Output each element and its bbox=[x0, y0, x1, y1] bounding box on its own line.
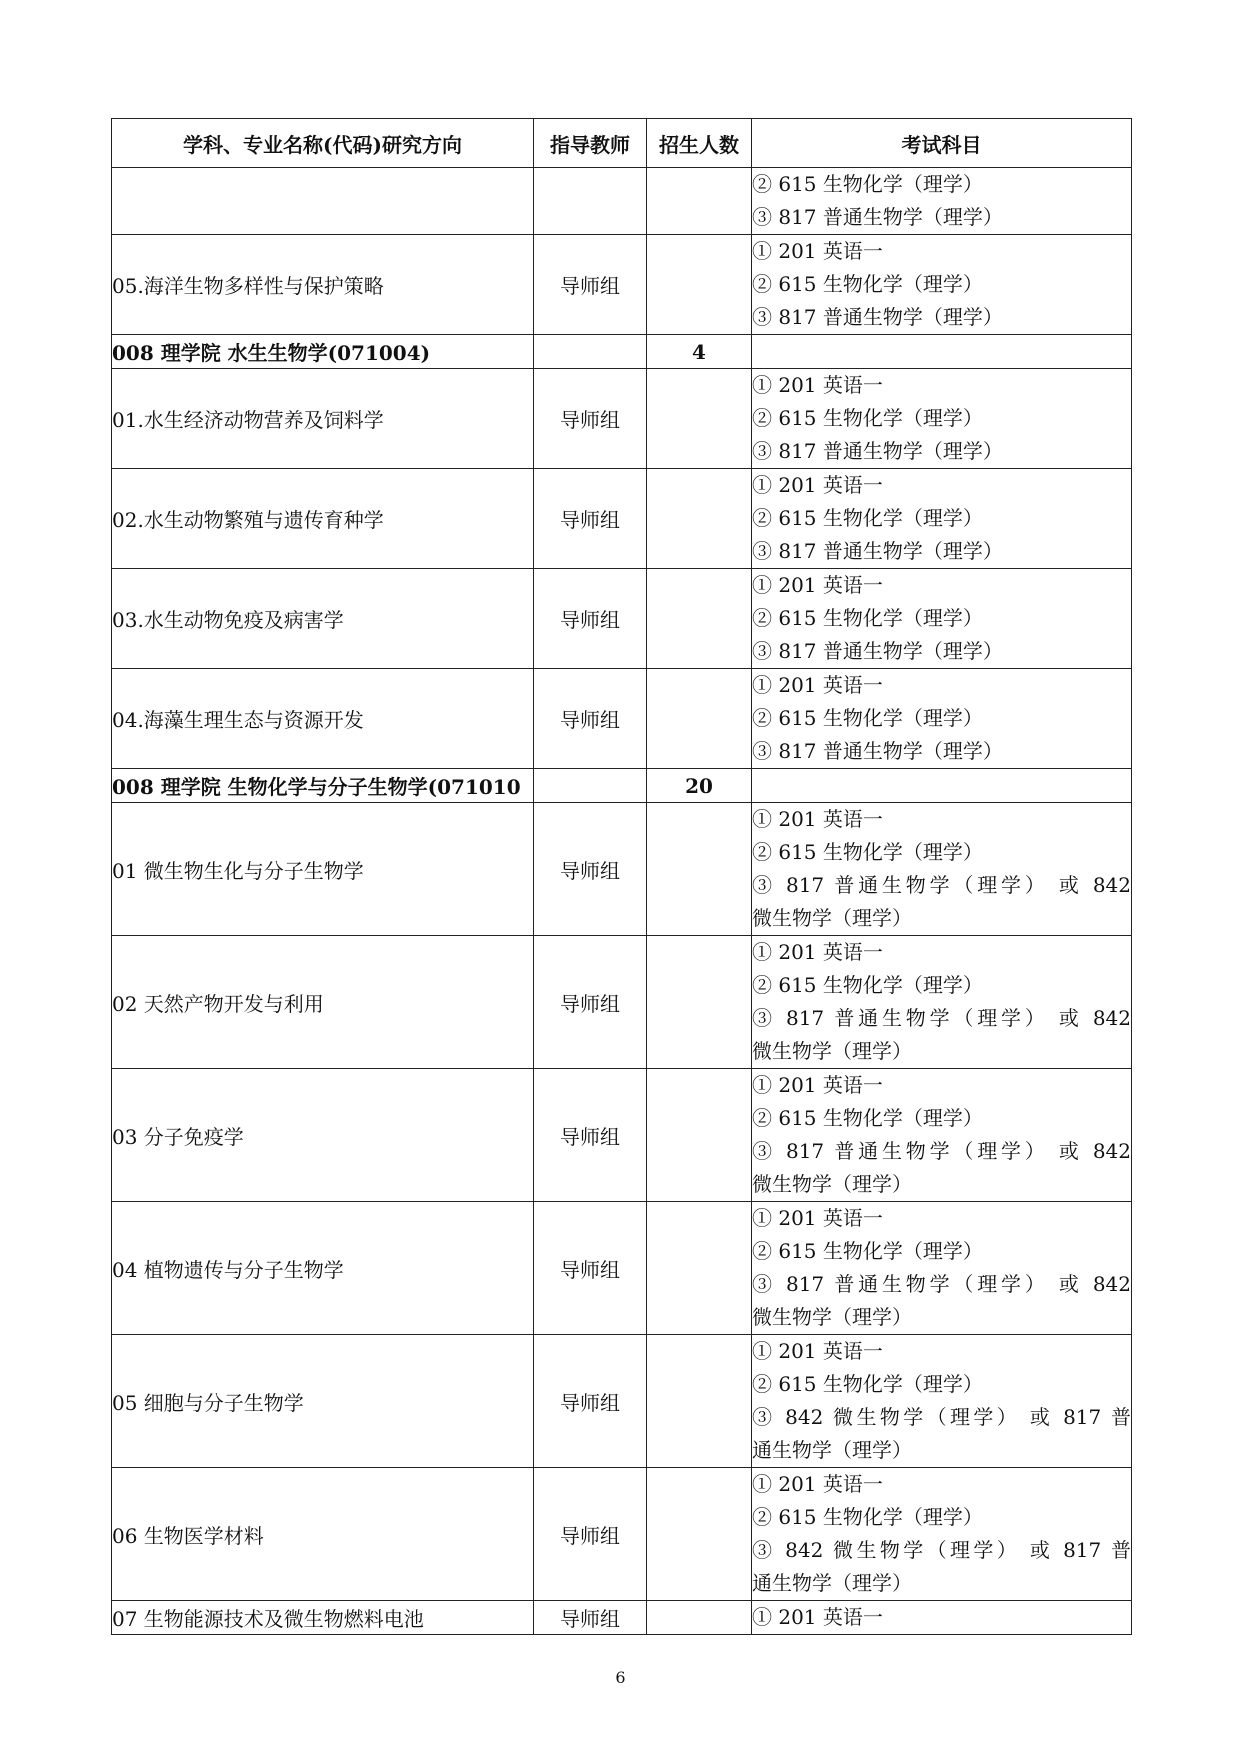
enrollment-count-cell: 20 bbox=[647, 769, 752, 803]
exam-subjects-cell bbox=[752, 1601, 1132, 1635]
exam-subject-line: ② 615 生物化学（理学） bbox=[752, 172, 983, 196]
direction-name-cell: 05 细胞与分子生物学 bbox=[112, 1335, 534, 1468]
exam-subjects-cell bbox=[752, 469, 1132, 569]
table-row bbox=[112, 569, 1132, 669]
direction-name-cell: 01 微生物生化与分子生物学 bbox=[112, 803, 534, 936]
tutor-cell: 导师组 bbox=[534, 1601, 647, 1635]
exam-subjects-cell bbox=[752, 335, 1132, 369]
exam-subjects-cell bbox=[752, 769, 1132, 803]
exam-subject-line: ③ 842 微生物学（理学） 或 817 普 bbox=[752, 1405, 1131, 1429]
tutor-cell: 导师组 bbox=[534, 803, 647, 936]
direction-name-cell: 03.水生动物免疫及病害学 bbox=[112, 569, 534, 669]
exam-subject-line: ② 615 生物化学（理学） bbox=[752, 1106, 983, 1130]
exam-subject-line: ③ 817 普通生物学（理学） bbox=[752, 539, 1003, 563]
table-row bbox=[112, 1335, 1132, 1468]
exam-subject-line: ① 201 英语一 bbox=[752, 239, 883, 263]
exam-subject-line: ① 201 英语一 bbox=[752, 473, 883, 497]
enrollment-count-cell bbox=[647, 168, 752, 235]
exam-subject-line: ③ 817 普通生物学（理学） 或 842 bbox=[752, 1006, 1131, 1030]
direction-name-cell: 05.海洋生物多样性与保护策略 bbox=[112, 235, 534, 335]
enrollment-count-cell bbox=[647, 1468, 752, 1601]
exam-subject-line: ① 201 英语一 bbox=[752, 1472, 883, 1496]
exam-subject-line: ③ 817 普通生物学（理学） 或 842 bbox=[752, 873, 1131, 897]
direction-name-cell: 02.水生动物繁殖与遗传育种学 bbox=[112, 469, 534, 569]
exam-subject-line: 通生物学（理学） bbox=[752, 1571, 912, 1595]
exam-subject-line: ① 201 英语一 bbox=[752, 940, 883, 964]
exam-subject-line: ② 615 生物化学（理学） bbox=[752, 706, 983, 730]
header-name: 学科、专业名称(代码)研究方向 bbox=[112, 119, 534, 168]
subject-row bbox=[112, 335, 1132, 369]
table-row bbox=[112, 369, 1132, 469]
direction-name-cell: 008 理学院 水生生物学(071004) bbox=[112, 335, 534, 369]
exam-subject-line: ② 615 生物化学（理学） bbox=[752, 272, 983, 296]
exam-subject-line: ② 615 生物化学（理学） bbox=[752, 406, 983, 430]
exam-subject-line: ① 201 英语一 bbox=[752, 1605, 883, 1629]
exam-subject-line: ③ 817 普通生物学（理学） bbox=[752, 639, 1003, 663]
enrollment-count-cell bbox=[647, 1601, 752, 1635]
exam-subjects-cell bbox=[752, 803, 1132, 936]
exam-subject-line: ③ 842 微生物学（理学） 或 817 普 bbox=[752, 1538, 1131, 1562]
exam-subject-line: 通生物学（理学） bbox=[752, 1438, 912, 1462]
exam-subject-line: ② 615 生物化学（理学） bbox=[752, 506, 983, 530]
exam-subject-line: ② 615 生物化学（理学） bbox=[752, 1372, 983, 1396]
admissions-catalog-table bbox=[111, 118, 1132, 1635]
exam-subjects-cell bbox=[752, 1069, 1132, 1202]
exam-subjects-cell bbox=[752, 369, 1132, 469]
table-body bbox=[112, 168, 1132, 1635]
tutor-cell: 导师组 bbox=[534, 1335, 647, 1468]
enrollment-count-cell bbox=[647, 803, 752, 936]
exam-subject-line: ③ 817 普通生物学（理学） bbox=[752, 739, 1003, 763]
enrollment-count-cell bbox=[647, 235, 752, 335]
enrollment-count-cell bbox=[647, 669, 752, 769]
enrollment-count-cell bbox=[647, 569, 752, 669]
tutor-cell bbox=[534, 769, 647, 803]
tutor-cell bbox=[534, 168, 647, 235]
exam-subject-line: ③ 817 普通生物学（理学） bbox=[752, 305, 1003, 329]
direction-name-cell: 04.海藻生理生态与资源开发 bbox=[112, 669, 534, 769]
enrollment-count-cell bbox=[647, 1069, 752, 1202]
table-header-row bbox=[112, 119, 1132, 168]
tutor-cell: 导师组 bbox=[534, 469, 647, 569]
table-row bbox=[112, 803, 1132, 936]
header-exam: 考试科目 bbox=[752, 119, 1132, 168]
exam-subject-line: 微生物学（理学） bbox=[752, 1039, 912, 1063]
direction-name-cell: 07 生物能源技术及微生物燃料电池 bbox=[112, 1601, 534, 1635]
table-row bbox=[112, 235, 1132, 335]
table-row bbox=[112, 1601, 1132, 1635]
exam-subjects-cell bbox=[752, 1335, 1132, 1468]
tutor-cell: 导师组 bbox=[534, 936, 647, 1069]
table-row bbox=[112, 1069, 1132, 1202]
table-row bbox=[112, 168, 1132, 235]
exam-subjects-cell bbox=[752, 936, 1132, 1069]
exam-subject-line: ① 201 英语一 bbox=[752, 807, 883, 831]
exam-subject-line: ① 201 英语一 bbox=[752, 1073, 883, 1097]
exam-subject-line: ② 615 生物化学（理学） bbox=[752, 840, 983, 864]
exam-subjects-cell bbox=[752, 1202, 1132, 1335]
exam-subject-line: ② 615 生物化学（理学） bbox=[752, 973, 983, 997]
exam-subject-line: ③ 817 普通生物学（理学） bbox=[752, 439, 1003, 463]
exam-subject-line: ② 615 生物化学（理学） bbox=[752, 606, 983, 630]
table-row bbox=[112, 1202, 1132, 1335]
exam-subject-line: ③ 817 普通生物学（理学） bbox=[752, 205, 1003, 229]
exam-subject-line: ① 201 英语一 bbox=[752, 373, 883, 397]
direction-name-cell: 06 生物医学材料 bbox=[112, 1468, 534, 1601]
enrollment-count-cell bbox=[647, 1202, 752, 1335]
tutor-cell: 导师组 bbox=[534, 1069, 647, 1202]
exam-subjects-cell bbox=[752, 669, 1132, 769]
table-row bbox=[112, 469, 1132, 569]
direction-name-cell bbox=[112, 168, 534, 235]
exam-subjects-cell bbox=[752, 235, 1132, 335]
table-row bbox=[112, 936, 1132, 1069]
exam-subjects-cell bbox=[752, 569, 1132, 669]
exam-subject-line: ② 615 生物化学（理学） bbox=[752, 1505, 983, 1529]
table-row bbox=[112, 669, 1132, 769]
exam-subject-line: ① 201 英语一 bbox=[752, 673, 883, 697]
enrollment-count-cell bbox=[647, 469, 752, 569]
direction-name-cell: 03 分子免疫学 bbox=[112, 1069, 534, 1202]
exam-subject-line: ① 201 英语一 bbox=[752, 1339, 883, 1363]
exam-subjects-cell bbox=[752, 1468, 1132, 1601]
tutor-cell: 导师组 bbox=[534, 1468, 647, 1601]
header-tutor: 指导教师 bbox=[534, 119, 647, 168]
exam-subject-line: 微生物学（理学） bbox=[752, 1305, 912, 1329]
enrollment-count-cell: 4 bbox=[647, 335, 752, 369]
header-count: 招生人数 bbox=[647, 119, 752, 168]
exam-subject-line: ① 201 英语一 bbox=[752, 1206, 883, 1230]
tutor-cell: 导师组 bbox=[534, 669, 647, 769]
direction-name-cell: 02 天然产物开发与利用 bbox=[112, 936, 534, 1069]
tutor-cell: 导师组 bbox=[534, 569, 647, 669]
enrollment-count-cell bbox=[647, 1335, 752, 1468]
exam-subject-line: 微生物学（理学） bbox=[752, 906, 912, 930]
exam-subject-line: ① 201 英语一 bbox=[752, 573, 883, 597]
direction-name-cell: 04 植物遗传与分子生物学 bbox=[112, 1202, 534, 1335]
exam-subject-line: ③ 817 普通生物学（理学） 或 842 bbox=[752, 1139, 1131, 1163]
enrollment-count-cell bbox=[647, 936, 752, 1069]
enrollment-count-cell bbox=[647, 369, 752, 469]
page-number: 6 bbox=[615, 1668, 626, 1687]
table-row bbox=[112, 1468, 1132, 1601]
direction-name-cell: 01.水生经济动物营养及饲料学 bbox=[112, 369, 534, 469]
exam-subject-line: ③ 817 普通生物学（理学） 或 842 bbox=[752, 1272, 1131, 1296]
tutor-cell: 导师组 bbox=[534, 369, 647, 469]
exam-subjects-cell bbox=[752, 168, 1132, 235]
direction-name-cell: 008 理学院 生物化学与分子生物学(071010 bbox=[112, 769, 534, 803]
tutor-cell: 导师组 bbox=[534, 235, 647, 335]
subject-row bbox=[112, 769, 1132, 803]
tutor-cell: 导师组 bbox=[534, 1202, 647, 1335]
exam-subject-line: ② 615 生物化学（理学） bbox=[752, 1239, 983, 1263]
tutor-cell bbox=[534, 335, 647, 369]
exam-subject-line: 微生物学（理学） bbox=[752, 1172, 912, 1196]
